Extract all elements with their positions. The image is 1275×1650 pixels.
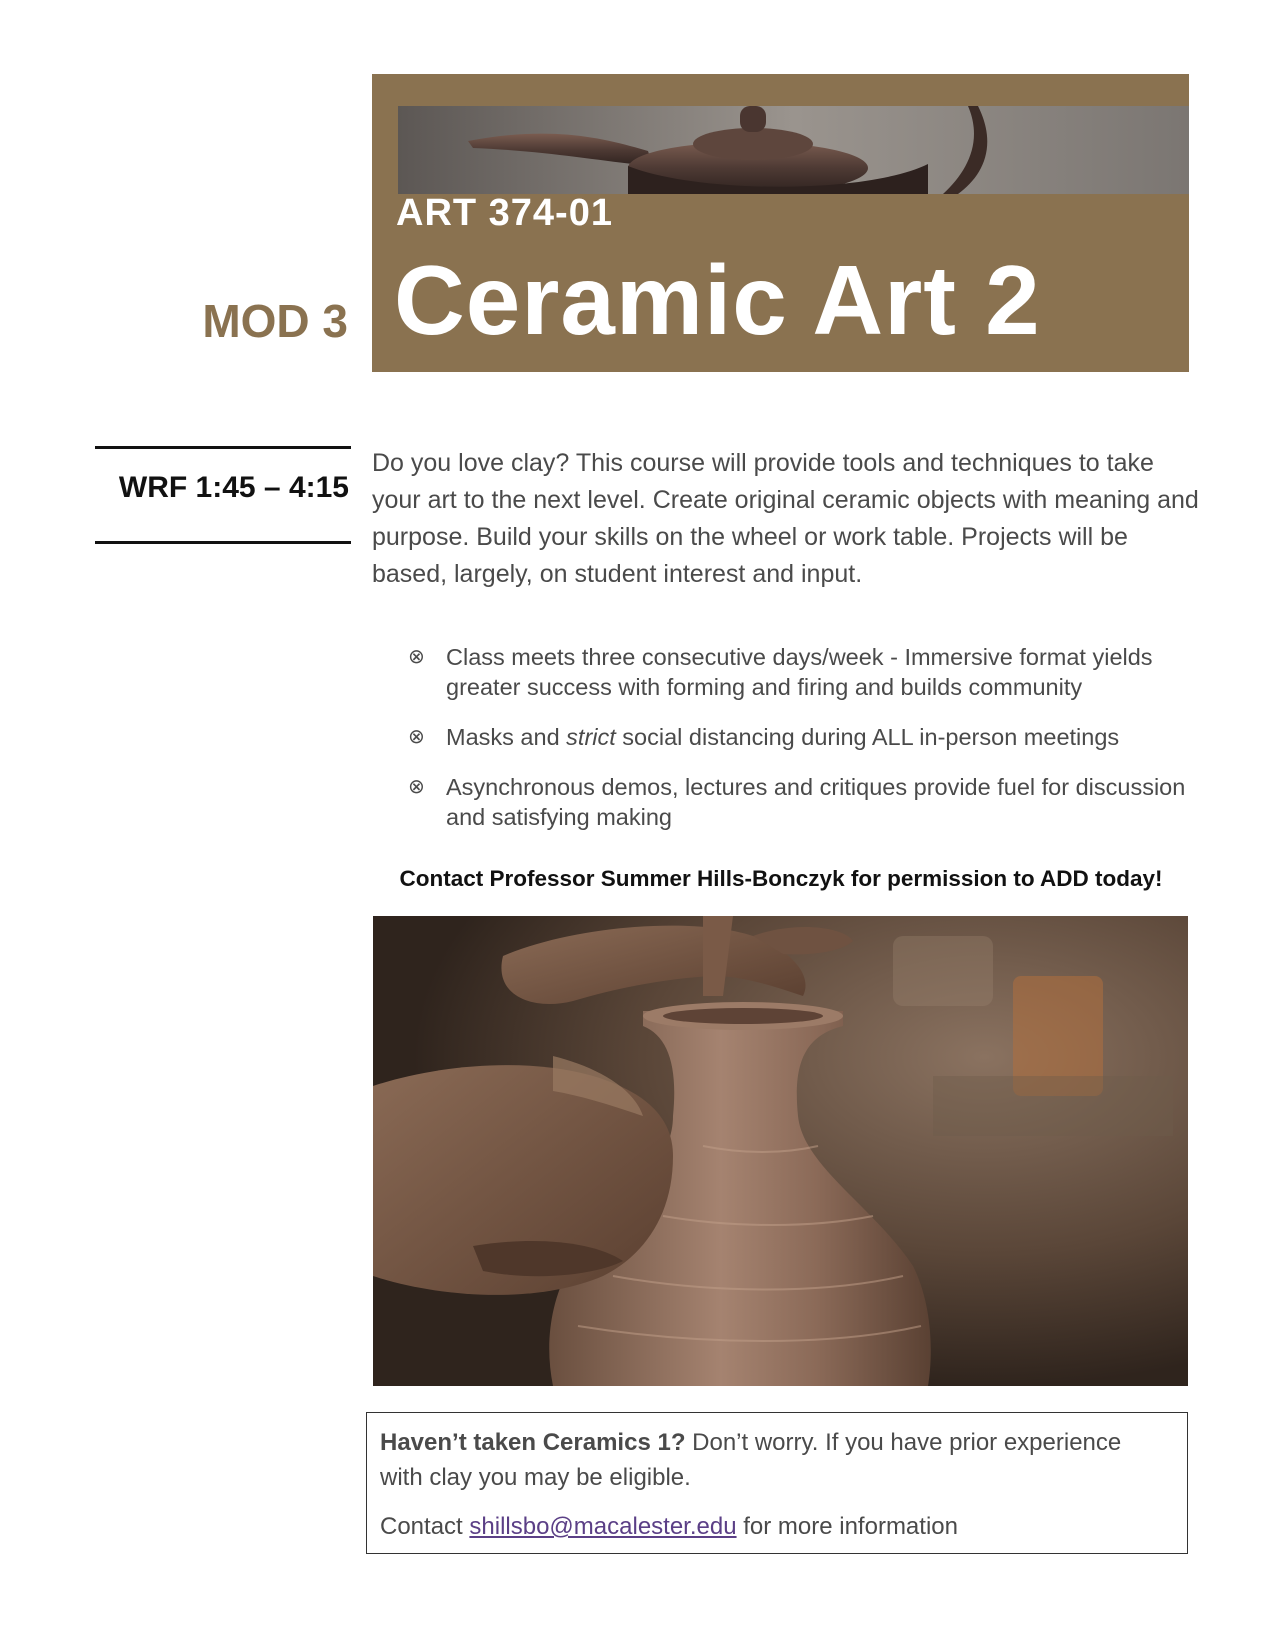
schedule-time: WRF 1:45 – 4:15 (118, 471, 349, 504)
course-description: Do you love clay? This course will provide tools and techniques to take your art to the next level. Create original ceramic objects with meaning and purpose. Build your skills on the wheel or work table. Projects will be based, largely, on student interest and input. (372, 449, 1199, 588)
course-title: Ceramic Art 2 (394, 245, 1041, 355)
list-item (408, 722, 1198, 752)
course-header-banner (372, 74, 1189, 372)
schedule-block (95, 446, 351, 544)
pottery-wheel-photo (373, 916, 1188, 1386)
feature-text: social distancing during ALL in-person meetings (615, 724, 1120, 750)
teapot-photo (398, 106, 1189, 194)
feature-text: Masks and (446, 724, 567, 750)
email-link[interactable]: shillsbo@macalester.edu (469, 1513, 737, 1540)
prerequisite-question: Haven’t taken Ceramics 1? (380, 1429, 686, 1456)
contact-suffix: for more information (736, 1513, 958, 1540)
circled-x-bullet-icon: ⊗ (408, 776, 425, 798)
list-item (408, 642, 1198, 702)
course-code: ART 374-01 (396, 192, 613, 234)
feature-emphasis: strict (566, 724, 616, 750)
circled-x-bullet-icon: ⊗ (408, 646, 425, 668)
feature-text: Asynchronous demos, lectures and critiques provide fuel for discussion and satisfying making (446, 774, 1186, 830)
prerequisite-info-box (366, 1412, 1188, 1554)
mod-label: MOD 3 (202, 295, 348, 347)
prerequisite-detail: Don’t worry. If you have prior experience with clay you may be eligible. (380, 1429, 1122, 1491)
contact-prefix: Contact (380, 1513, 470, 1540)
list-item (408, 772, 1198, 832)
feature-text: Class meets three consecutive days/week - Immersive format yields greater success with forming and firing and builds community (446, 644, 1153, 700)
contact-professor-line: Contact Professor Summer Hills-Bonczyk for permission to ADD today! (399, 866, 1163, 891)
info-contact-line (380, 1513, 958, 1541)
prerequisite-note (380, 1425, 1170, 1495)
circled-x-bullet-icon: ⊗ (408, 726, 425, 748)
feature-list (408, 642, 1198, 852)
